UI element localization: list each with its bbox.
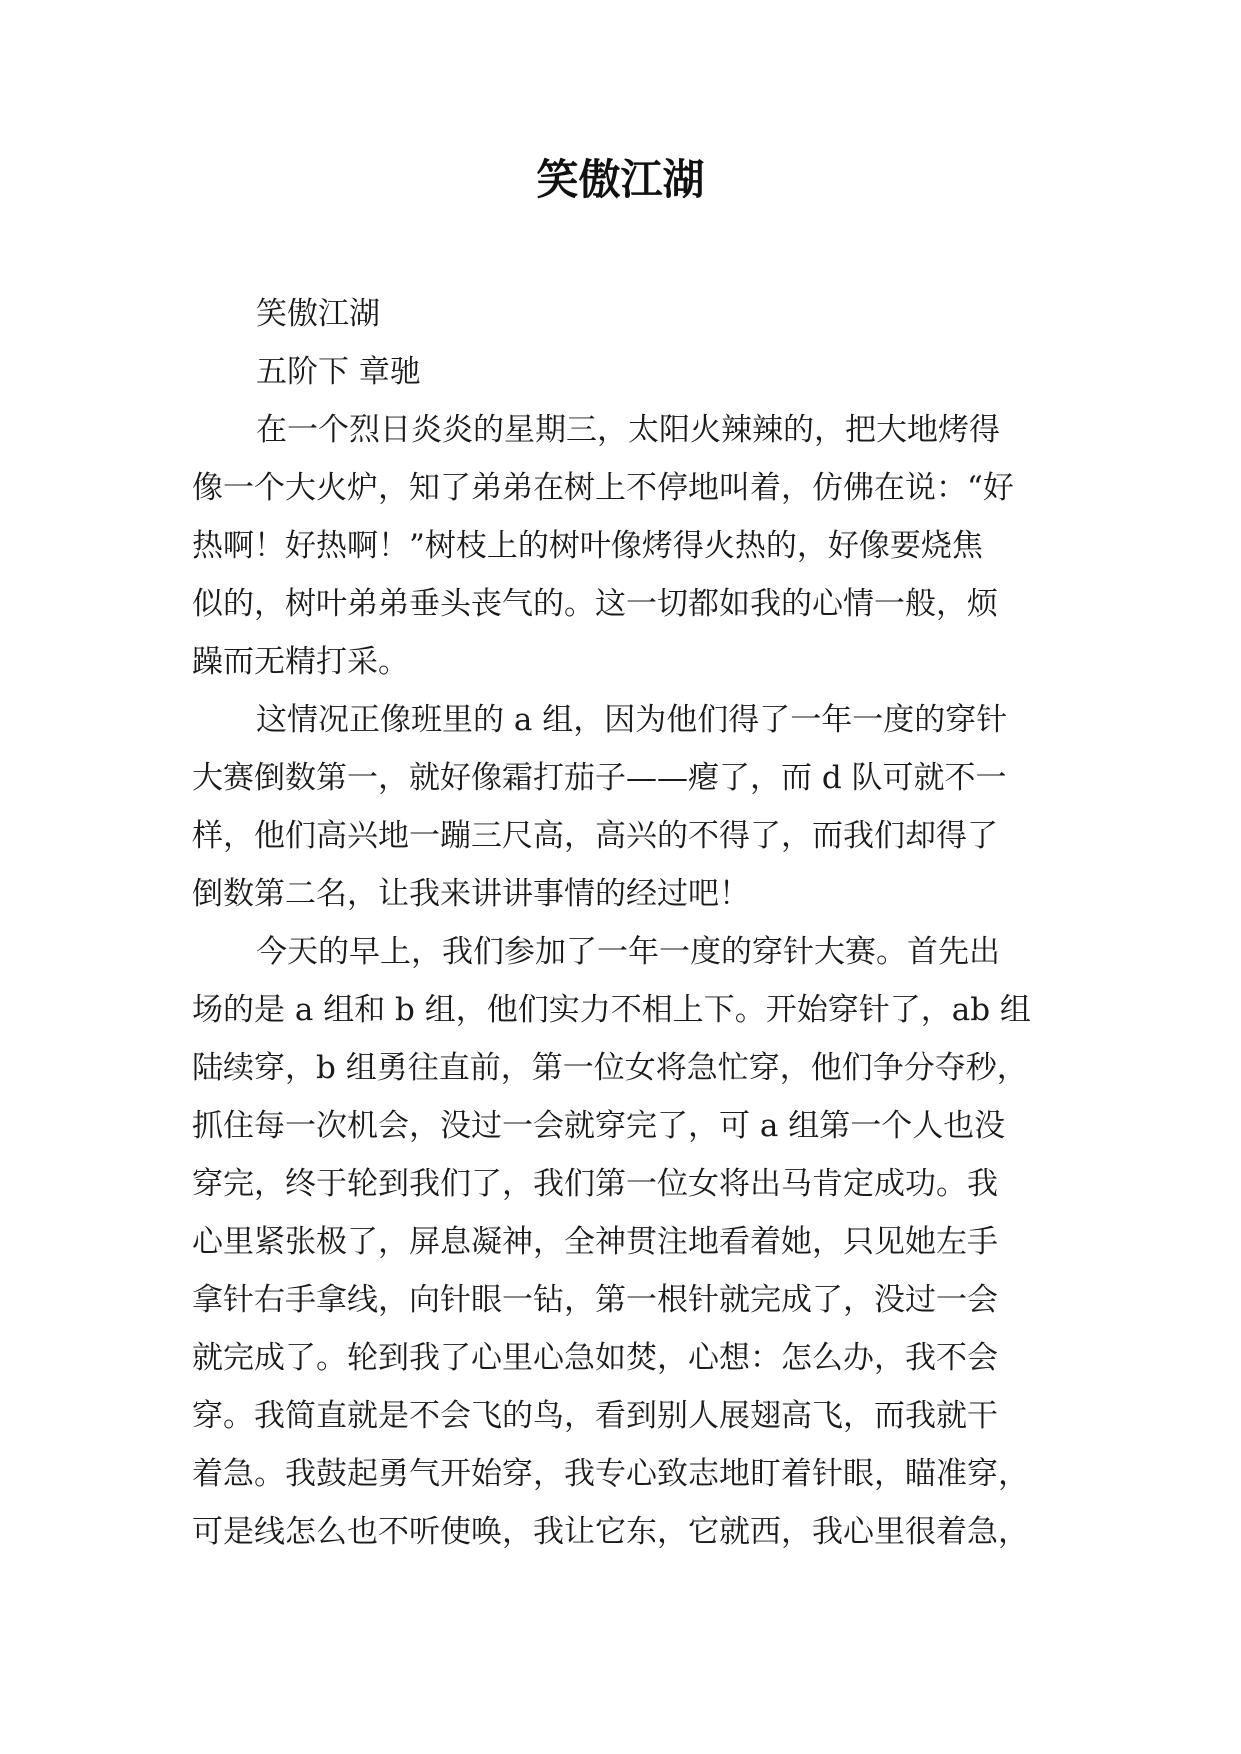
document-body: [192, 285, 1064, 1561]
text-line: 倒数第二名，让我来讲讲事情的经过吧！: [192, 876, 750, 912]
text-line: 可是线怎么也不听使唤，我让它东，它就西，我心里很着急，: [192, 1514, 1029, 1550]
text-line: 心里紧张极了，屏息凝神，全神贯注地看着她，只见她左手: [192, 1224, 998, 1260]
text-line: 躁而无精打采。: [192, 644, 409, 680]
document-title: 笑傲江湖: [536, 155, 705, 204]
text-line: 大赛倒数第一，就好像霜打茄子——瘪了，而 d 队可就不一: [192, 760, 1007, 796]
text-line: 热啊！好热啊！”树枝上的树叶像烤得火热的，好像要烧焦: [192, 528, 983, 564]
text-line: 在一个烈日炎炎的星期三，太阳火辣辣的，把大地烤得: [256, 412, 1000, 448]
text-line: 笑傲江湖: [256, 296, 380, 332]
text-line: 五阶下 章驰: [256, 354, 421, 390]
text-line: 似的，树叶弟弟垂头丧气的。这一切都如我的心情一般，烦: [192, 586, 998, 622]
text-line: 着急。我鼓起勇气开始穿，我专心致志地盯着针眼，瞄准穿，: [192, 1456, 1029, 1492]
text-line: 样，他们高兴地一蹦三尺高，高兴的不得了，而我们却得了: [192, 818, 998, 854]
text-line: 今天的早上，我们参加了一年一度的穿针大赛。首先出: [256, 934, 1000, 970]
text-line: 像一个大火炉，知了弟弟在树上不停地叫着，仿佛在说：“好: [192, 470, 1014, 506]
text-line: 就完成了。轮到我了心里心急如焚，心想：怎么办，我不会: [192, 1340, 998, 1376]
text-line: 这情况正像班里的 a 组，因为他们得了一年一度的穿针: [256, 702, 1008, 738]
text-line: 场的是 a 组和 b 组，他们实力不相上下。开始穿针了，ab 组: [192, 992, 1031, 1028]
text-line: 拿针右手拿线，向针眼一钻，第一根针就完成了，没过一会: [192, 1282, 998, 1318]
text-line: 穿完，终于轮到我们了，我们第一位女将出马肯定成功。我: [192, 1166, 998, 1202]
text-line: 陆续穿，b 组勇往直前，第一位女将急忙穿，他们争分夺秒，: [192, 1050, 1028, 1086]
text-line: 穿。我简直就是不会飞的鸟，看到别人展翅高飞，而我就干: [192, 1398, 998, 1434]
text-line: 抓住每一次机会，没过一会就穿完了，可 a 组第一个人也没: [192, 1108, 1006, 1144]
